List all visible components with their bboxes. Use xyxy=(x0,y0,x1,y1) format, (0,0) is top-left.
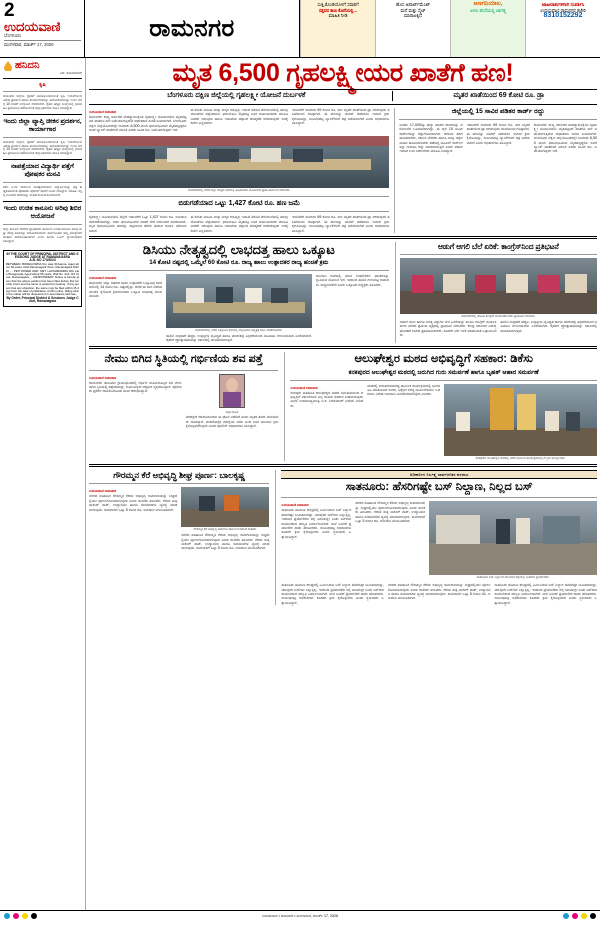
ad-4-line-2: ಉದಯವಾಣಿ ರಾಮನಗರ ಕಚೇರಿ xyxy=(540,7,586,13)
ration-card-headline[interactable]: ಜಿಲ್ಲೆಯಲ್ಲಿ 15 ಸಾವಿರ ಪಡಿತರ ಕಾರ್ಡ್ ರದ್ದು xyxy=(451,108,545,115)
milk-union-col-1: ರಾಮನಗರ: ಜಿಲ್ಲಾ ಸಹಕಾರ ಹಾಲು ಉತ್ಪಾದಕರ ಒಕ್ಕೂಟವು ಕಳೆದ ಸಾಲಿನಲ್ಲಿ 14 ಕೋಟಿ ರೂ. ನಷ್ಟದಲ್ಲಿತ್ತು. ಆದರೆ ಈ ಬಾರಿ ಆಡಳಿತ ಮಂಡಳಿ ಕೈಗೊಂಡ ಕ್ರಮಗಳಿಂದಾಗಿ ಒಕ್ಕೂಟ ಲಾಭದತ್ತ ಮುಖ ಮಾಡಿದೆ. xyxy=(89,281,162,299)
lead-col-3: ಇದುವರೆಗೆ ಸುಮಾರು 69 ಕೋಟಿ ರೂ. ಹಣ ಮೃತರ ಖಾತೆಗಳಿಂದ ಡ್ರಾ ಆಗಿರುವುದು ತನಿಖೆಯಿಂದ ಗೊತ್ತಾಗಿದೆ. ಈ ಹಣವನ್ನು ವಾಪಸ್ ಪಡೆಯಲು ಇಲಾಖೆ ಕ್ರಮ ಕೈಗೊಂಡಿದ್ದು, ಸಂಬಂಧಪಟ್ಟ ಬ್ಯಾಂಕ್‌ಗಳಿಗೆ ಪತ್ರ ಬರೆಯಲಾಗಿದೆ ಎಂದು ಅಧಿಕಾರಿಗಳು ತಿಳಿಸಿದ್ದಾರೆ. xyxy=(291,108,390,126)
publication-date: ಮಂಗಳವಾರ, ಮಾರ್ಚ್ 17, 2026 xyxy=(4,40,81,48)
lead-photo xyxy=(89,136,389,188)
sidebar-headline-3[interactable]: ಇಂದು ಉಚಿತ ಕಾನೂನು ಅರಿವು ಶಿಬಿರ ಆಯೋಜನೆ xyxy=(3,204,82,220)
milk-union-photo-caption: ರಾಮನಗರದಲ್ಲಿ ನಡೆದ ಒಕ್ಕೂಟದ ಸಭೆಯಲ್ಲಿ ಜಿಲ್ಲಾಧಿಕಾರಿ ಅಧ್ಯಕ್ಷತೆ ವಹಿಸಿ ಮಾತನಾಡಿದರು. xyxy=(195,328,283,333)
sidebar-body-1: ರಾಮನಗರ ಜಿಲ್ಲೆಯ ರೈತರಿಗೆ ಅನುಕೂಲವಾಗುವಂತೆ ಕೃಷಿ ಇಲಾಖೆಯಿಂದ ವಿಶೇಷ ಪ್ರದರ್ಶನ ಹಾಗೂ ಕಾರ್ಯಾಗಾರವನ್ನು ಆಯೋಜಿಸಲಾಗಿದ್ದು ಇಂದು ಬೆಳಗ್ಗೆ 10 ಗಂಟೆಗೆ ಉದ್ಘಾಟನೆ ನೆರವೇರಲಿದೆ. ರೈತರು ಹೆಚ್ಚಿನ ಸಂಖ್ಯೆಯಲ್ಲಿ ಭಾಗವಹಿಸಿ ಪ್ರಯೋಜನ ಪಡೆಯುವಂತೆ ಜಿಲ್ಲಾಧಿಕಾರಿಗಳು ಮನವಿ ಮಾಡಿದ್ದಾರೆ. xyxy=(3,139,82,156)
crime-col-1: ರಾಮನಗರ: ತಾಲೂಕಿನ ಗ್ರಾಮವೊಂದರಲ್ಲಿ ಗರ್ಭಿಣಿ ಮಹಿಳೆಯೊಬ್ಬರ ಶವ ನೇಣು ಬಿಗಿದ ಸ್ಥಿತಿಯಲ್ಲಿ ಪತ್ತೆಯಾಗಿದ್ದು, ಕುಟುಂಬಸ್ಥರು ಆಕ್ರೋಶ ವ್ಯಕ್ತಪಡಿಸಿದ್ದಾರೆ. ಪೊಲೀಸರು ಪ್ರಕರಣ ದಾಖಲಿಸಿಕೊಂಡು ತನಿಖೆ ಆರಂಭಿಸಿದ್ದಾರೆ. xyxy=(89,380,182,394)
lead-subhead-left: ಬೆಂಗಳೂರು ದಕ್ಷಿಣ ಜಿಲ್ಲೆಯಲ್ಲಿ ಗೃಹಲಕ್ಷ್ಮೀ ಯೋಜನೆ ದುರ್ಬಳಕೆ xyxy=(167,92,306,99)
bottom-banner: ಅಧಿಕಾರಿಗಳ ನಿರ್ಲಕ್ಷ್ಯ ಸಾರ್ವಜನಿಕರ ಪರದಾಟ xyxy=(281,470,597,479)
publication-edition: ಬೆಂಗಳೂರು xyxy=(4,33,22,38)
temple-col-1: ಕನಕಪುರ: ಐತಿಹಾಸಿಕ ಆಲುಘೇಶ್ವರ ಮಠದ ಸರ್ವತೋಮುಖ ಅಭಿವೃದ್ಧಿಗೆ ಸರ್ಕಾರದಿಂದ ಎಲ್ಲ ರೀತಿಯ ಸಹಕಾರ ನೀಡಲಾಗುವುದು ಎಂದು ಉಪಮುಖ್ಯಮಂತ್ರಿ ಡಿ.ಕೆ. ಶಿವಕುಮಾರ್ ಭರವಸೆ ನೀಡಿದರು. xyxy=(290,390,364,408)
droplet-icon xyxy=(3,61,13,71)
bus-stand-headline[interactable]: ಸಾತನೂರು: ಹೆಸರಿಗಷ್ಟೇ ಬಸ್ ನಿಲ್ದಾಣ, ನಿಲ್ಲದ ಬಸ್ xyxy=(345,481,533,494)
ad-4-line-1: ಜಾಹೀರಾತುಗಳಿಗಾಗಿ ಸಂಪರ್ಕಿಸಿ xyxy=(541,2,585,7)
ad-4-phone[interactable]: 8310152292 xyxy=(543,12,583,20)
ration-card-col-3: ರಾಮನಗರ: ರಾಜ್ಯ ಸರ್ಕಾರದ ಮಹತ್ವಾಕಾಂಕ್ಷೆಯ ಗೃಹಲಕ್ಷ್ಮೀ ಯೋಜನೆಯಡಿ ಮೃತಪಟ್ಟವರ ಖಾತೆಗೂ ಹಣ ಜಮೆಯಾಗುತ್ತಿರುವ ಆಘಾತಕಾರಿ ಸಂಗತಿ ಬಯಲಾಗಿದೆ. ಬೆಂಗಳೂರು ದಕ್ಷಿಣ ಜಿಲ್ಲೆಯೊಂದರಲ್ಲೇ ಸುಮಾರು 6,500 ಮಂದಿ ಫಲಾನುಭವಿಗಳು ಮೃತಪಟ್ಟಿದ್ದರೂ ಅವರ ಬ್ಯಾಂಕ್ ಖಾತೆಗಳಿಗೆ ಮಾಸಿಕ ಎರಡು ಸಾವಿರ ರೂ. ಜಮೆಯಾಗುತ್ತಲೇ ಇದೆ. xyxy=(533,123,597,154)
bus-stand-col-5: ಸಾತನೂರು ಹೋಬಳಿ ಕೇಂದ್ರದಲ್ಲಿ ನಿರ್ಮಿಸಿರುವ ಬಸ್ ನಿಲ್ದಾಣ ಹೆಸರಿಗಷ್ಟೇ ಸೀಮಿತವಾಗಿದ್ದು, ಯಾವುದೇ ಬಸ್‌ಗಳು ನಿಲ್ಲುತ್ತಿಲ್ಲ. ಇದರಿಂದ ಪ್ರಯಾಣಿಕರು ರಸ್ತೆ ಬದಿಯಲ್ಲೇ ನಿಂತು ಬಸ್‌ಗಾಗಿ ಕಾಯಬೇಕಾದ ಪರಿಸ್ಥಿತಿ ನಿರ್ಮಾಣವಾಗಿದೆ. ಮಳೆ ಬಂದರೆ ಪ್ರಯಾಣಿಕರ ಪಾಡು ಹೇಳತೀರದು. ಸಂಬಂಧಪಟ್ಟ ಅಧಿಕಾರಿಗಳು ಕೂಡಲೇ ಕ್ರಮ ಕೈಗೊಳ್ಳಬೇಕು ಎಂದು ಸ್ಥಳೀಯರು ಒತ್ತಾಯಿಸಿದ್ದಾರೆ. xyxy=(494,583,597,605)
ad-4[interactable] xyxy=(525,0,600,57)
color-dot-magenta-2 xyxy=(572,913,578,919)
temple-photo xyxy=(444,384,597,456)
edition-title: ರಾಮನಗರ xyxy=(149,14,235,42)
ad-1-line-3: ಮಾಹಿತಿ ನೀಡಿ xyxy=(328,13,348,19)
lake-headline[interactable]: ಗೌರಮ್ಮನ ಕೆರೆ ಅಭಿವೃದ್ಧಿ ಶೀಘ್ರ ಪೂರ್ಣ: ಬಾಲಕೃಷ್ಣ xyxy=(113,470,246,481)
sidebar-lead-text: ರಾಮನಗರ ಜಿಲ್ಲೆಯ ರೈತರಿಗೆ ಅನುಕೂಲವಾಗುವಂತೆ ಕೃಷಿ ಇಲಾಖೆಯಿಂದ ವಿಶೇಷ ಪ್ರದರ್ಶನ ಹಾಗೂ ಕಾರ್ಯಾಗಾರವನ್ನು ಆಯೋಜಿಸಲಾಗಿದ್ದು ಇಂದು ಬೆಳಗ್ಗೆ 10 ಗಂಟೆಗೆ ಉದ್ಘಾಟನೆ ನೆರವೇರಲಿದೆ. ರೈತರು ಹೆಚ್ಚಿನ ಸಂಖ್ಯೆಯಲ್ಲಿ ಭಾಗವಹಿಸಿ ಪ್ರಯೋಜನ ಪಡೆಯುವಂತೆ ಜಿಲ್ಲಾಧಿಕಾರಿಗಳು ಮನವಿ ಮಾಡಿದ್ದಾರೆ. xyxy=(3,94,82,110)
lead-story xyxy=(89,60,597,233)
color-dot-cyan-2 xyxy=(563,913,569,919)
sidebar-section-label: ಕೃಷಿ xyxy=(39,82,46,88)
lake-byline: ಉದಯವಾಣಿ ಸಮಾಚಾರ xyxy=(89,489,117,494)
protest-col-2: ಹಾಲಿನ ಸಂಗ್ರಹಣೆ ಹೆಚ್ಚಳ, ಉತ್ಪನ್ನಗಳ ವೈವಿಧ್ಯತೆ ಹಾಗೂ ಮಾರುಕಟ್ಟೆ ವಿಸ್ತರಣೆಯಿಂದ ವಹಿವಾಟು ಗಣನೀಯವಾಗಿ ಏರಿಕೆಯಾಗಿದೆ. ರೈತರಿಗೆ ಪ್ರೋತ್ಸಾಹಧನವನ್ನು ಸಕಾಲದಲ್ಲಿ ಪಾವತಿಸಲಾಗುತ್ತಿದೆ. xyxy=(500,319,597,333)
milk-union-subhead: 14 ಕೋಟಿ ನಷ್ಟದಲ್ಲಿ ಒಮ್ಮೆಲೆ 60 ಕೋಟಿ ರೂ. ರಾಜ್ಯ ಹಾಲು ಉತ್ಪಾದಕರ ರಾಜ್ಯ ಹಂಚಿಕೆ ಕ್ರಮ xyxy=(149,259,329,267)
lead-inset-col-3: ಇದುವರೆಗೆ ಸುಮಾರು 69 ಕೋಟಿ ರೂ. ಹಣ ಮೃತರ ಖಾತೆಗಳಿಂದ ಡ್ರಾ ಆಗಿರುವುದು ತನಿಖೆಯಿಂದ ಗೊತ್ತಾಗಿದೆ. ಈ ಹಣವನ್ನು ವಾಪಸ್ ಪಡೆಯಲು ಇಲಾಖೆ ಕ್ರಮ ಕೈಗೊಂಡಿದ್ದು, ಸಂಬಂಧಪಟ್ಟ ಬ್ಯಾಂಕ್‌ಗಳಿಗೆ ಪತ್ರ ಬರೆಯಲಾಗಿದೆ ಎಂದು ಅಧಿಕಾರಿಗಳು ತಿಳಿಸಿದ್ದಾರೆ. xyxy=(291,215,390,233)
bus-stand-col-2: ನಗರದ ಐತಿಹಾಸಿಕ ಗೌರಮ್ಮನ ಕೆರೆಯ ಅಭಿವೃದ್ಧಿ ಕಾಮಗಾರಿಯನ್ನು ಶೀಘ್ರದಲ್ಲಿಯೇ ಪೂರ್ಣಗೊಳಿಸಲಾಗುವುದು ಎಂದು ಶಾಸಕರು ತಿಳಿಸಿದರು. ಕೆರೆಯ ಸುತ್ತ ವಾಕಿಂಗ್ ಪಾತ್, ಉದ್ಯಾನವನ ಹಾಗೂ ಬೀದಿದೀಪಗಳ ವ್ಯವಸ್ಥೆ ಮಾಡಲಾಗುವುದು. ಕಾಮಗಾರಿಗೆ ಒಟ್ಟು 5 ಕೋಟಿ ರೂ. ಅನುದಾನ ಮಂಜೂರಾಗಿದೆ. xyxy=(355,501,426,524)
court-notice-ad xyxy=(3,250,82,307)
milk-union-story xyxy=(89,242,597,343)
sidebar-brand: ಹನಿದನಿ xyxy=(15,60,40,71)
court-notice-footer: By Order, Principal District & Sessions Judge Court, Ramanagara xyxy=(6,295,79,304)
mid-row xyxy=(89,352,597,462)
milk-union-col-2: ಹಾಲಿನ ಸಂಗ್ರಹಣೆ ಹೆಚ್ಚಳ, ಉತ್ಪನ್ನಗಳ ವೈವಿಧ್ಯತೆ ಹಾಗೂ ಮಾರುಕಟ್ಟೆ ವಿಸ್ತರಣೆಯಿಂದ ವಹಿವಾಟು ಗಣನೀಯವಾಗಿ ಏರಿಕೆಯಾಗಿದೆ. ರೈತರಿಗೆ ಪ್ರೋತ್ಸಾಹಧನವನ್ನು ಸಕಾಲದಲ್ಲಿ ಪಾವತಿಸಲಾಗುತ್ತಿದೆ. xyxy=(165,333,312,343)
temple-headline[interactable]: ಆಲುಘೇಶ್ವರ ಮಠದ ಅಭಿವೃದ್ಧಿಗೆ ಸಹಕಾರ: ಡಿಕೆಸು xyxy=(354,352,533,365)
temple-byline: ಉದಯವಾಣಿ ಸಮಾಚಾರ xyxy=(290,385,318,390)
bus-stand-col-1: ಸಾತನೂರು ಹೋಬಳಿ ಕೇಂದ್ರದಲ್ಲಿ ನಿರ್ಮಿಸಿರುವ ಬಸ್ ನಿಲ್ದಾಣ ಹೆಸರಿಗಷ್ಟೇ ಸೀಮಿತವಾಗಿದ್ದು, ಯಾವುದೇ ಬಸ್‌ಗಳು ನಿಲ್ಲುತ್ತಿಲ್ಲ. ಇದರಿಂದ ಪ್ರಯಾಣಿಕರು ರಸ್ತೆ ಬದಿಯಲ್ಲೇ ನಿಂತು ಬಸ್‌ಗಾಗಿ ಕಾಯಬೇಕಾದ ಪರಿಸ್ಥಿತಿ ನಿರ್ಮಾಣವಾಗಿದೆ. ಮಳೆ ಬಂದರೆ ಪ್ರಯಾಣಿಕರ ಪಾಡು ಹೇಳತೀರದು. ಸಂಬಂಧಪಟ್ಟ ಅಧಿಕಾರಿಗಳು ಕೂಡಲೇ ಕ್ರಮ ಕೈಗೊಳ್ಳಬೇಕು ಎಂದು ಸ್ಥಳೀಯರು ಒತ್ತಾಯಿಸಿದ್ದಾರೆ. xyxy=(281,508,352,539)
ration-card-col-2: ಇದುವರೆಗೆ ಸುಮಾರು 69 ಕೋಟಿ ರೂ. ಹಣ ಮೃತರ ಖಾತೆಗಳಿಂದ ಡ್ರಾ ಆಗಿರುವುದು ತನಿಖೆಯಿಂದ ಗೊತ್ತಾಗಿದೆ. ಈ ಹಣವನ್ನು ವಾಪಸ್ ಪಡೆಯಲು ಇಲಾಖೆ ಕ್ರಮ ಕೈಗೊಂಡಿದ್ದು, ಸಂಬಂಧಪಟ್ಟ ಬ್ಯಾಂಕ್‌ಗಳಿಗೆ ಪತ್ರ ಬರೆಯಲಾಗಿದೆ ಎಂದು ಅಧಿಕಾರಿಗಳು ತಿಳಿಸಿದ್ದಾರೆ. xyxy=(466,123,530,145)
bottom-row xyxy=(89,470,597,605)
color-dot-cyan xyxy=(4,913,10,919)
ration-card-col-1: ಅನರ್ಹ 17,000ಕ್ಕೂ ಹೆಚ್ಚು ಪಡಿತರ ಚೀಟಿಗಳನ್ನು ಪರಿಶೀಲನೆಗೆ ಒಳಪಡಿಸಲಾಗಿದ್ದು, ಈ ಪೈಕಿ 15 ಸಾವಿರ ಕಾರ್ಡ್‌ಗಳನ್ನು ರದ್ದುಗೊಳಿಸಲಾಗಿದೆ. ಆದಾಯ ತೆರಿಗೆ ಪಾವತಿದಾರರು, ಸರ್ಕಾರಿ ನೌಕರರು ಹಾಗೂ ನಾಲ್ಕು ಚಕ್ರದ ವಾಹನ ಹೊಂದಿರುವವರು ಪಡೆದಿದ್ದ ಬಿಪಿಎಲ್ ಕಾರ್ಡ್‌ಗಳನ್ನು ಗುರುತಿಸಿ ರದ್ದು ಮಾಡಲಾಗುತ್ತಿದೆ ಎಂದು ಆಹಾರ ಇಲಾಖೆ ಉಪ ನಿರ್ದೇಶಕರು ಮಾಹಿತಿ ನೀಡಿದ್ದಾರೆ. xyxy=(399,123,463,154)
color-dot-yellow xyxy=(22,913,28,919)
sidebar-headline-1[interactable]: ಇಂದು ಜಿಲ್ಲಾ ವ್ಯಾಪ್ತಿ ಚೀಕನ ಪ್ರದರ್ಶನ, ಕಾರ್ಯಾಗಾರ xyxy=(3,117,82,133)
protest-col-1: ಅಡುಗೆ ಅನಿಲ ಹಾಗೂ ಅಗತ್ಯ ವಸ್ತುಗಳ ಬೆಲೆ ಏರಿಕೆಯನ್ನು ಖಂಡಿಸಿ ಕಾಂಗ್ರೆಸ್ ಕಾರ್ಯಕರ್ತರು ನಗರದ ಪ್ರಮುಖ ವೃತ್ತದಲ್ಲಿ ಪ್ರತಿಭಟನೆ ನಡೆಸಿದರು. ಕೇಂದ್ರ ಸರ್ಕಾರದ ವಿರುದ್ಧ ಘೋಷಣೆ ಕೂಗಿದ ಪ್ರತಿಭಟನಾಕಾರರು, ಕೂಡಲೇ ಬೆಲೆ ಇಳಿಕೆ ಮಾಡುವಂತೆ ಒತ್ತಾಯಿಸಿದರು. xyxy=(399,319,497,338)
lead-inset-col-1: ಗೃಹಲಕ್ಷ್ಮೀ ಯೋಜನೆಯಡಿ ಜಿಲ್ಲೆಗೆ ಇದುವರೆಗೆ ಒಟ್ಟು 1,427 ಕೋಟಿ ರೂ. ಅನುದಾನ ಬಿಡುಗಡೆಯಾಗಿದ್ದು, ಅರ್ಹ ಫಲಾನುಭವಿಗಳ ಖಾತೆಗೆ ನೇರ ವರ್ಗಾವಣೆ ಮಾಡಲಾಗಿದೆ. ಮೃತ ಫಲಾನುಭವಿಗಳ ಹೆಸರನ್ನು ಪಟ್ಟಿಯಿಂದ ತೆಗೆದು ಹಾಕುವ ಕಾರ್ಯ ಭರದಿಂದ ಸಾಗಿದೆ. xyxy=(89,215,187,233)
masthead-left xyxy=(0,0,84,57)
sidebar-body-2: ಕಳೆದ ಒಂದು ವಾರದಿಂದ ನಾಪತ್ತೆಯಾಗಿರುವ ವಿದ್ಯಾರ್ಥಿಯನ್ನು ಪತ್ತೆ ಹಚ್ಚಿಕೊಡುವಂತೆ ಪೋಷಕರು ಪೊಲೀಸ್ ಠಾಣೆಗೆ ದೂರು ನೀಡಿದ್ದಾರೆ. ಮಾಹಿತಿ ಇದ್ದಲ್ಲಿ ಸಮೀಪದ ಠಾಣೆಯನ್ನು ಸಂಪರ್ಕಿಸುವಂತೆ ಕೋರಲಾಗಿದೆ. xyxy=(3,185,82,198)
masthead-title-area xyxy=(84,0,300,57)
ad-3-line-1: ಆಣಗನಿಯಾಲ, xyxy=(473,1,503,7)
protest-headline[interactable]: ಆಡುಗೆ ಆಗಲಿ ಬೆಲೆ ಏರಿಕೆ: ಕಾಂಗ್ರೆಸ್‌ನಿಂದ ಪ್ರತಿಭಟನೆ xyxy=(437,242,559,252)
publication-logo: ಉದಯವಾಣಿ xyxy=(4,19,61,34)
lead-col-1: ರಾಮನಗರ: ರಾಜ್ಯ ಸರ್ಕಾರದ ಮಹತ್ವಾಕಾಂಕ್ಷೆಯ ಗೃಹಲಕ್ಷ್ಮೀ ಯೋಜನೆಯಡಿ ಮೃತಪಟ್ಟವರ ಖಾತೆಗೂ ಹಣ ಜಮೆಯಾಗುತ್ತಿರುವ ಆಘಾತಕಾರಿ ಸಂಗತಿ ಬಯಲಾಗಿದೆ. ಬೆಂಗಳೂರು ದಕ್ಷಿಣ ಜಿಲ್ಲೆಯೊಂದರಲ್ಲೇ ಸುಮಾರು 6,500 ಮಂದಿ ಫಲಾನುಭವಿಗಳು ಮೃತಪಟ್ಟಿದ್ದರೂ ಅವರ ಬ್ಯಾಂಕ್ ಖಾತೆಗಳಿಗೆ ಮಾಸಿಕ ಎರಡು ಸಾವಿರ ರೂ. ಜಮೆಯಾಗುತ್ತಲೇ ಇದೆ. xyxy=(89,115,187,133)
ad-2-line-1: ಹೊಸ ಅಪಾರ್ಟ್‌ಮೆಂಟ್ xyxy=(396,2,430,7)
lake-photo xyxy=(181,487,269,527)
color-dot-yellow-2 xyxy=(581,913,587,919)
page-number: 2 xyxy=(4,0,15,21)
bus-stand-photo xyxy=(429,501,597,575)
masthead xyxy=(0,0,600,58)
sidebar-column xyxy=(0,58,86,910)
color-dot-black-2 xyxy=(590,913,596,919)
court-notice-title: IN THE COURT OF PRINCIPAL DISTRICT AND SESSIONS JUDGE AT RAMANAGARA xyxy=(6,251,79,259)
lead-inset-headline: ಬಿಡುಗಡೆಯಾದ ಒಟ್ಟು 1,427 ಕೋಟಿ ರೂ. ಹಣ ಜಮೆ xyxy=(178,200,301,208)
bus-stand-col-3: ಸಾತನೂರು ಹೋಬಳಿ ಕೇಂದ್ರದಲ್ಲಿ ನಿರ್ಮಿಸಿರುವ ಬಸ್ ನಿಲ್ದಾಣ ಹೆಸರಿಗಷ್ಟೇ ಸೀಮಿತವಾಗಿದ್ದು, ಯಾವುದೇ ಬಸ್‌ಗಳು ನಿಲ್ಲುತ್ತಿಲ್ಲ. ಇದರಿಂದ ಪ್ರಯಾಣಿಕರು ರಸ್ತೆ ಬದಿಯಲ್ಲೇ ನಿಂತು ಬಸ್‌ಗಾಗಿ ಕಾಯಬೇಕಾದ ಪರಿಸ್ಥಿತಿ ನಿರ್ಮಾಣವಾಗಿದೆ. ಮಳೆ ಬಂದರೆ ಪ್ರಯಾಣಿಕರ ಪಾಡು ಹೇಳತೀರದು. ಸಂಬಂಧಪಟ್ಟ ಅಧಿಕಾರಿಗಳು ಕೂಡಲೇ ಕ್ರಮ ಕೈಗೊಳ್ಳಬೇಕು ಎಂದು ಸ್ಥಳೀಯರು ಒತ್ತಾಯಿಸಿದ್ದಾರೆ. xyxy=(281,583,384,605)
sidebar-brand-sub: ಎಸ್. ಸೋಮಶೇಖರ್ xyxy=(59,71,82,75)
court-notice-sub: A.B. NO 173/2024 xyxy=(29,258,56,263)
ad-1[interactable] xyxy=(300,0,375,57)
masthead-ads xyxy=(300,0,600,57)
sidebar-body-3: ಜಿಲ್ಲಾ ಕಾನೂನು ಸೇವೆಗಳ ಪ್ರಾಧಿಕಾರದ ವತಿಯಿಂದ ಉಚಿತ ಕಾನೂನು ಅರಿವು ಮತ್ತು ನೆರವು ಶಿಬಿರವನ್ನು ಆಯೋಜಿಸಲಾಗಿದೆ. ಸಾರ್ವಜನಿಕರು ತಮ್ಮ ಸಮಸ್ಯೆಗಳಿಗೆ ಪರಿಹಾರ ಪಡೆಯಬಹುದಾಗಿದೆ ಎಂದು ಹಿರಿಯ ಸಿವಿಲ್ ನ್ಯಾಯಾಧೀಶರು ತಿಳಿಸಿದ್ದಾರೆ. xyxy=(3,226,82,243)
lead-col-2: ಈ ಕುರಿತು ಮಹಿಳಾ ಮತ್ತು ಮಕ್ಕಳ ಅಭಿವೃದ್ಧಿ ಇಲಾಖೆ ನಡೆಸಿದ ಪರಿಶೀಲನೆಯಲ್ಲಿ ಹಲವು ಲೋಪಗಳು ಪತ್ತೆಯಾಗಿವೆ. ಫಲಾನುಭವಿ ಮೃತಪಟ್ಟ ಬಳಿಕ ಕುಟುಂಬದವರು ಮಾಹಿತಿ ನೀಡದೇ ಇರುವುದು ಹಾಗೂ ಇಲಾಖೆಯ ದತ್ತಾಂಶ ಪರಿಷ್ಕರಣೆ ಆಗದಿರುವುದೇ ಇದಕ್ಕೆ ಕಾರಣ ಎನ್ನಲಾಗಿದೆ. xyxy=(190,108,288,126)
victim-caption: ಮೃತ ಮಹಿಳೆ xyxy=(225,409,239,414)
bus-stand-col-4: ನಗರದ ಐತಿಹಾಸಿಕ ಗೌರಮ್ಮನ ಕೆರೆಯ ಅಭಿವೃದ್ಧಿ ಕಾಮಗಾರಿಯನ್ನು ಶೀಘ್ರದಲ್ಲಿಯೇ ಪೂರ್ಣಗೊಳಿಸಲಾಗುವುದು ಎಂದು ಶಾಸಕರು ತಿಳಿಸಿದರು. ಕೆರೆಯ ಸುತ್ತ ವಾಕಿಂಗ್ ಪಾತ್, ಉದ್ಯಾನವನ ಹಾಗೂ ಬೀದಿದೀಪಗಳ ವ್ಯವಸ್ಥೆ ಮಾಡಲಾಗುವುದು. ಕಾಮಗಾರಿಗೆ ಒಟ್ಟು 5 ಕೋಟಿ ರೂ. ಅನುದಾನ ಮಂಜೂರಾಗಿದೆ. xyxy=(387,583,491,601)
sidebar-brand-row xyxy=(3,60,82,71)
ad-3-line-2: ಏಳಲ ಹುದೆಯಲ್ಲಿ ಜಾಗತ್ಯ xyxy=(470,7,506,13)
bus-stand-photo-caption: ಸಾತನೂರಿನ ಬಸ್ ನಿಲ್ದಾಣದ ಮುಂಭಾಗ ರಸ್ತೆಯಲ್ಲಿ ನಿಂತಿರುವ ಪ್ರಯಾಣಿಕರು. xyxy=(476,575,550,580)
lead-subhead-right: ಮೃತರ ಖಾತೆಯಿಂದ 69 ಕೋಟಿ ರೂ. ಡ್ರಾ xyxy=(453,92,545,99)
protest-photo-caption: ರಾಮನಗರದಲ್ಲಿ ಮಹಿಳಾ ಕಾಂಗ್ರೆಸ್ ಕಾರ್ಯಕರ್ತೆಯರು ಪ್ರತಿಭಟನೆ ನಡೆಸಿದರು. xyxy=(461,314,536,319)
footer-text: ಉದಯವಾಣಿ • ರಾಮನಗರ • ಮಂಗಳವಾರ, ಮಾರ್ಚ್ 17, 2026 xyxy=(261,913,339,918)
ad-2[interactable] xyxy=(375,0,450,57)
ad-1-line-2: ಸತ್ತವರ ಕಾಣ ಕೊನೆಯಲ್ಲಿ... xyxy=(318,7,358,13)
registration-dots-left xyxy=(4,913,37,919)
ad-2-line-3: ಮಾರಾಟಕ್ಕಿದೆ xyxy=(404,13,422,19)
crime-headline[interactable]: ನೇಮು ಬಿಗಿದ ಸ್ಥಿತಿಯಲ್ಲಿ ಗರ್ಭಿಣಿಯ ಶವ ಪತ್ತೆ xyxy=(104,352,263,365)
registration-dots-right xyxy=(563,913,596,919)
victim-photo xyxy=(219,374,245,408)
lead-byline: ಉದಯವಾಣಿ ಸಮಾಚಾರ xyxy=(89,110,117,114)
ad-1-line-1: ಸುತ್ತಿ,ಕೊಂಡಿಯೊಳಗೆ ಸವಾರಿಗೆ xyxy=(317,2,359,7)
lake-photo-caption: ಗೌರಮ್ಮನ ಕೆರೆ ಅಭಿವೃದ್ಧಿ ಕಾಮಗಾರಿ ಪರಿಶೀಲನೆ ನಡೆಸಿದ ಶಾಸಕರು. xyxy=(193,527,258,532)
crime-col-2: ವರದಕ್ಷಿಣೆ ಕಿರುಕುಳದಿಂದಾಗಿ ಈ ಘಟನೆ ನಡೆದಿದೆ ಎಂದು ಮೃತರ ತವರು ಮನೆಯವರು ದೂರಿದ್ದಾರೆ. ಮರಣೋತ್ತರ ಪರೀಕ್ಷೆಯ ವರದಿ ಬಂದ ಬಳಿಕ ಮುಂದಿನ ಕ್ರಮ ಕೈಗೊಳ್ಳಲಾಗುವುದು ಎಂದು ಪೊಲೀಸ್ ಅಧಿಕಾರಿಗಳು ತಿಳಿಸಿದ್ದಾರೆ. xyxy=(185,415,279,429)
milk-union-col-3: ಮುಂದಿನ ದಿನಗಳಲ್ಲಿ ಹೊಸ ಶೀಥಲೀಕರಣ ಘಟಕಗಳನ್ನು ಸ್ಥಾಪಿಸುವ ಯೋಜನೆ ಇದೆ. ಇದರಿಂದ ಹಾಲಿನ ಗುಣಮಟ್ಟ ಕಾಪಾಡಲು ಸಾಧ್ಯವಾಗಲಿದೆ ಎಂದು ಒಕ್ಕೂಟದ ಅಧ್ಯಕ್ಷರು ತಿಳಿಸಿದರು. xyxy=(315,274,389,287)
milk-union-photo xyxy=(166,274,312,328)
main-column xyxy=(86,58,600,910)
temple-col-2: ಮಠದಲ್ಲಿ ಆಯೋಜಿಸಲಾಗಿದ್ದ ಧಾರ್ಮಿಕ ಕಾರ್ಯಕ್ರಮದಲ್ಲಿ ಭಾಗವಹಿಸಿ ಮಾತನಾಡಿದ ಅವರು, ಭಕ್ತರಿಗೆ ಅಗತ್ಯ ಮೂಲಸೌಕರ್ಯ ಒದಗಿಸಲು ವಿಶೇಷ ಅನುದಾನ ಮೀಸಲಿಡಲಾಗುವುದು ಎಂದರು. xyxy=(367,383,441,397)
color-dot-magenta xyxy=(13,913,19,919)
temple-subhead: ಕನಕಪುರದ ಆಲುಘೇಶ್ವರ ಮಠದಲ್ಲಿ ಜರುಗಿದ ಗುರು ಸಮರ್ಪಣೆ ಹಾಗೂ ಬೃಹತ್ ಆಹಾರ ಸಮರ್ಪಣೆ xyxy=(348,368,539,376)
milk-union-byline: ಉದಯವಾಣಿ ಸಮಾಚಾರ xyxy=(89,276,117,281)
color-dot-black xyxy=(31,913,37,919)
lake-col-1: ನಗರದ ಐತಿಹಾಸಿಕ ಗೌರಮ್ಮನ ಕೆರೆಯ ಅಭಿವೃದ್ಧಿ ಕಾಮಗಾರಿಯನ್ನು ಶೀಘ್ರದಲ್ಲಿಯೇ ಪೂರ್ಣಗೊಳಿಸಲಾಗುವುದು ಎಂದು ಶಾಸಕರು ತಿಳಿಸಿದರು. ಕೆರೆಯ ಸುತ್ತ ವಾಕಿಂಗ್ ಪಾತ್, ಉದ್ಯಾನವನ ಹಾಗೂ ಬೀದಿದೀಪಗಳ ವ್ಯವಸ್ಥೆ ಮಾಡಲಾಗುವುದು. ಕಾಮಗಾರಿಗೆ ಒಟ್ಟು 5 ಕೋಟಿ ರೂ. ಅನುದಾನ ಮಂಜೂರಾಗಿದೆ. xyxy=(89,494,178,512)
bus-stand-byline: ಉದಯವಾಣಿ ಸಮಾಚಾರ xyxy=(281,503,309,508)
crime-byline: ಉದಯವಾಣಿ ಸಮಾಚಾರ xyxy=(89,375,117,380)
court-notice-body: BETWEEN: BOREGOWDA S/o Late Shivanna, Aged about 62 years, R/at Ramanagara Town, Ramanagara District … PETITIONER AND: SMT. LAKSHMAMMA W/o Late Boregowda, Aged about 55 years, R/at No. 212, 3rd Cross, Ramanagara … RESPONDENT. Notice is hereby given that the above petition has been filed before this Hon'ble Court and the same is posted for hearing. If any person has any objection, the same may be filed within 15 days from the date of publication of this notice, failing which the matter will be disposed of in accordance with law. xyxy=(6,261,79,297)
sidebar-headline-2[interactable]: ನಾಪತ್ತೆಯಾದ ವಿದ್ಯಾರ್ಥಿ ಪತ್ತೆಗೆ ಪೋಷಕರ ಮನವಿ xyxy=(11,163,74,179)
page-footer xyxy=(0,910,600,920)
page-body xyxy=(0,58,600,910)
ad-2-line-2: ಮನೆ ಮತ್ತು ಸೈಟ್ xyxy=(400,7,426,13)
lead-inset-col-2: ಈ ಕುರಿತು ಮಹಿಳಾ ಮತ್ತು ಮಕ್ಕಳ ಅಭಿವೃದ್ಧಿ ಇಲಾಖೆ ನಡೆಸಿದ ಪರಿಶೀಲನೆಯಲ್ಲಿ ಹಲವು ಲೋಪಗಳು ಪತ್ತೆಯಾಗಿವೆ. ಫಲಾನುಭವಿ ಮೃತಪಟ್ಟ ಬಳಿಕ ಕುಟುಂಬದವರು ಮಾಹಿತಿ ನೀಡದೇ ಇರುವುದು ಹಾಗೂ ಇಲಾಖೆಯ ದತ್ತಾಂಶ ಪರಿಷ್ಕರಣೆ ಆಗದಿರುವುದೇ ಇದಕ್ಕೆ ಕಾರಣ ಎನ್ನಲಾಗಿದೆ. xyxy=(190,215,288,233)
lake-col-2: ನಗರದ ಐತಿಹಾಸಿಕ ಗೌರಮ್ಮನ ಕೆರೆಯ ಅಭಿವೃದ್ಧಿ ಕಾಮಗಾರಿಯನ್ನು ಶೀಘ್ರದಲ್ಲಿಯೇ ಪೂರ್ಣಗೊಳಿಸಲಾಗುವುದು ಎಂದು ಶಾಸಕರು ತಿಳಿಸಿದರು. ಕೆರೆಯ ಸುತ್ತ ವಾಕಿಂಗ್ ಪಾತ್, ಉದ್ಯಾನವನ ಹಾಗೂ ಬೀದಿದೀಪಗಳ ವ್ಯವಸ್ಥೆ ಮಾಡಲಾಗುವುದು. ಕಾಮಗಾರಿಗೆ ಒಟ್ಟು 5 ಕೋಟಿ ರೂ. ಅನುದಾನ ಮಂಜೂರಾಗಿದೆ. xyxy=(181,533,270,551)
milk-union-headline[interactable]: ಡಿಸಿಯು ನೇತೃತ್ವದಲ್ಲಿ ಲಾಭದತ್ತ ಹಾಲು ಒಕ್ಕೂಟ xyxy=(142,242,335,258)
ad-3[interactable] xyxy=(450,0,525,57)
lead-headline[interactable]: ಮೃತ 6,500 ಗೃಹಲಕ್ಷ್ಮೀಯರ ಖಾತೆಗೆ ಹಣ! xyxy=(172,59,514,87)
protest-photo xyxy=(400,258,597,314)
lead-photo-caption: ರಾಮನಗರದಲ್ಲಿ ನಡೆದ ಜಿಲ್ಲಾ ಮಟ್ಟದ ಸಭೆಯಲ್ಲಿ ಅಧಿಕಾರಿಗಳು ಯೋಜನೆಯ ಪ್ರಗತಿ ಪರಿಶೀಲನೆ ನಡೆಸಿದರು. xyxy=(188,187,291,192)
temple-photo-caption: ಕನಕಪುರದ ಆಲುಘೇಶ್ವರ ಮಠದಲ್ಲಿ ನಡೆದ ಧಾರ್ಮಿಕ ಕಾರ್ಯಕ್ರಮದಲ್ಲಿ ಗಣ್ಯರು ಪಾಲ್ಗೊಂಡರು. xyxy=(475,455,566,460)
